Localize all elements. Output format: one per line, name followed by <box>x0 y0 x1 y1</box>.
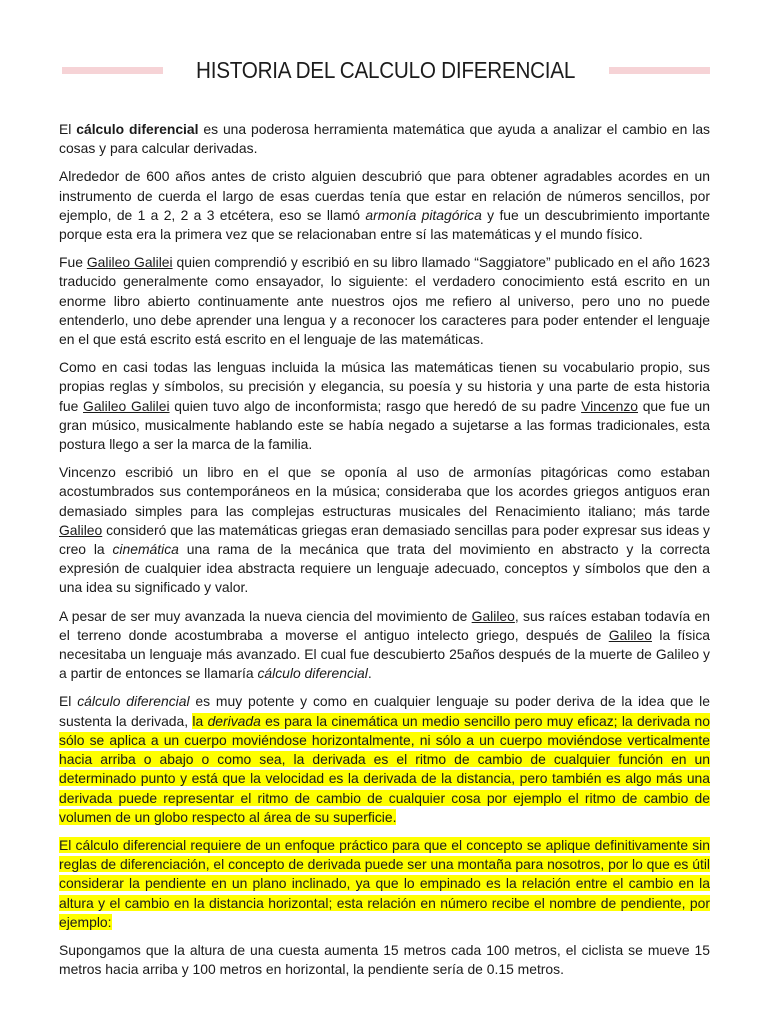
paragraph <box>59 607 710 684</box>
text-run: Como en casi todas las lenguas incluida la música las matemáticas tienen su vocabulario propio, sus propias reglas y símbolos, su precisión y elegancia, su poesía y su historia y una parte de esta historia fue <box>59 359 710 414</box>
text-run: es muy potente y como en cualquier lenguaje su poder deriva de la idea que le sustenta la derivada, <box>59 693 710 729</box>
link-text: Galileo <box>608 626 652 643</box>
text-run: Vincenzo escribió un libro en el que se oponía al uso de armonías pitagóricas como estaban acostumbrados sus contemporáneos en la música; consideraba que los acordes griegos antiguos eran demasiado simples para las complejas estructuras musicales del Renacimiento italiano; más tarde <box>59 464 710 519</box>
text-run: Supongamos que la altura de una cuesta aumenta 15 metros cada 100 metros, el ciclista se mueve 15 metros hacia arriba y 100 metros en horizontal, la pendiente sería de 0.15 metros. <box>59 941 710 978</box>
link-text: Vincenzo <box>581 397 638 414</box>
text-run: El <box>59 693 78 710</box>
highlighted-text: la <box>192 712 208 729</box>
text-run: Alrededor de 600 años antes de cristo alguien descubrió que para obtener agradables acordes en un instrumento de cuerda el largo de esas cuerdas tenía que estar en relación de números sencillos, por ejemplo, de 1 a 2, 2 a 3 etcétera, eso se llamó <box>59 168 710 223</box>
text-run: cálculo diferencial <box>257 665 368 682</box>
highlighted-text: El cálculo diferencial requiere de un enfoque práctico para que el concepto se aplique definitivamente sin reglas de diferenciación, el concepto de derivada puede ser una montaña para nosotros, por lo que es útil considerar la pendiente en un plano inclinado, ya que lo empinado es la relación entre el cambio en la altura y el cambio en la distancia horizontal; esta relación en número recibe el nombre de pendiente, por ejemplo: <box>59 836 710 930</box>
paragraph <box>59 120 710 158</box>
paragraph <box>59 253 710 349</box>
highlighted-text: derivada <box>207 712 261 729</box>
paragraph <box>59 692 710 826</box>
paragraph <box>59 167 710 244</box>
text-run: quien comprendió y escribió en su libro llamado “Saggiatore” publicado en el año 1623 traducido generalmente como ensayador, lo siguiente: el verdadero conocimiento está escrito en un enorme libro abierto continuamente ante nuestros ojos me refiero al universo, pero uno no puede entenderlo, uno debe aprender una lengua y a reconocer los caracteres para poder entender el lenguaje en el que está escrito está escrito en el lenguaje de las matemáticas. <box>59 254 711 348</box>
page-title: HISTORIA DEL CALCULO DIFERENCIAL <box>196 56 576 83</box>
text-run: A pesar de ser muy avanzada la nueva ciencia del movimiento de <box>59 607 472 624</box>
text-run: , sus raíces estaban todavía en el terreno donde acostumbraba a moverse el antiguo intelecto griego, después de <box>59 607 710 643</box>
link-text: Galileo <box>59 521 103 538</box>
text-run: El <box>59 121 77 137</box>
paragraph <box>59 836 710 932</box>
title-decoration-left <box>62 67 163 74</box>
text-run: es una poderosa herramienta matemática que ayuda a analizar el cambio en las cosas y para calcular derivadas. <box>59 121 710 157</box>
document-body <box>59 120 710 988</box>
text-run: que fue un gran músico, musicalmente hablando este se había negado a sujetarse a las formas tradicionales, esta postura llego a ser la marca de la familia. <box>59 397 711 453</box>
link-text: Galileo Galilei <box>86 254 173 271</box>
text-run: quien tuvo algo de inconformista; rasgo que heredó de su padre <box>169 397 582 414</box>
text-run: la física necesitaba un lenguaje más avanzado. El cual fue descubierto 25años después de la muerte de Galileo y a partir de entonces se llamaría <box>59 626 710 682</box>
title-decoration-right <box>609 67 710 74</box>
text-run: y fue un descubrimiento importante porque esta era la primera vez que se relacionaban entre sí las matemáticas y el mundo físico. <box>59 206 710 243</box>
paragraph <box>59 463 710 597</box>
highlighted-text: es para la cinemática un medio sencillo pero muy eficaz; la derivada no sólo se aplica a un cuerpo moviéndose horizontalmente, ni sólo a un cuerpo moviéndose verticalmente hacia arriba o abajo o como sea, la derivada es el ritmo de cambio de cualquier función en un determinado punto y está que la velocidad es la derivada de la distancia, pero también es algo más una derivada puede representar el ritmo de cambio de cualquier cosa por ejemplo el ritmo de cambio de volumen de un globo respecto al área de su superficie. <box>59 712 711 825</box>
text-run: . <box>367 665 372 682</box>
text-run: cálculo diferencial <box>76 121 199 137</box>
text-run: una rama de la mecánica que trata del movimiento en abstracto y la correcta expresión de cualquier idea abstracta requiere un lenguaje adecuado, conceptos y símbolos que den a una idea su significado y valor. <box>59 541 710 596</box>
text-run: cálculo diferencial <box>77 693 190 710</box>
text-run: cinemática <box>112 541 179 558</box>
paragraph <box>59 358 710 454</box>
text-run: consideró que las matemáticas griegas eran demasiado sencillas para poder expresar sus ideas y creo la <box>59 521 710 558</box>
text-run: Fue <box>59 254 87 271</box>
title-row <box>62 54 710 86</box>
link-text: Galileo <box>471 607 515 624</box>
text-run: armonía pitagórica <box>365 206 482 223</box>
link-text: Galileo Galilei <box>83 397 170 414</box>
paragraph <box>59 941 710 979</box>
